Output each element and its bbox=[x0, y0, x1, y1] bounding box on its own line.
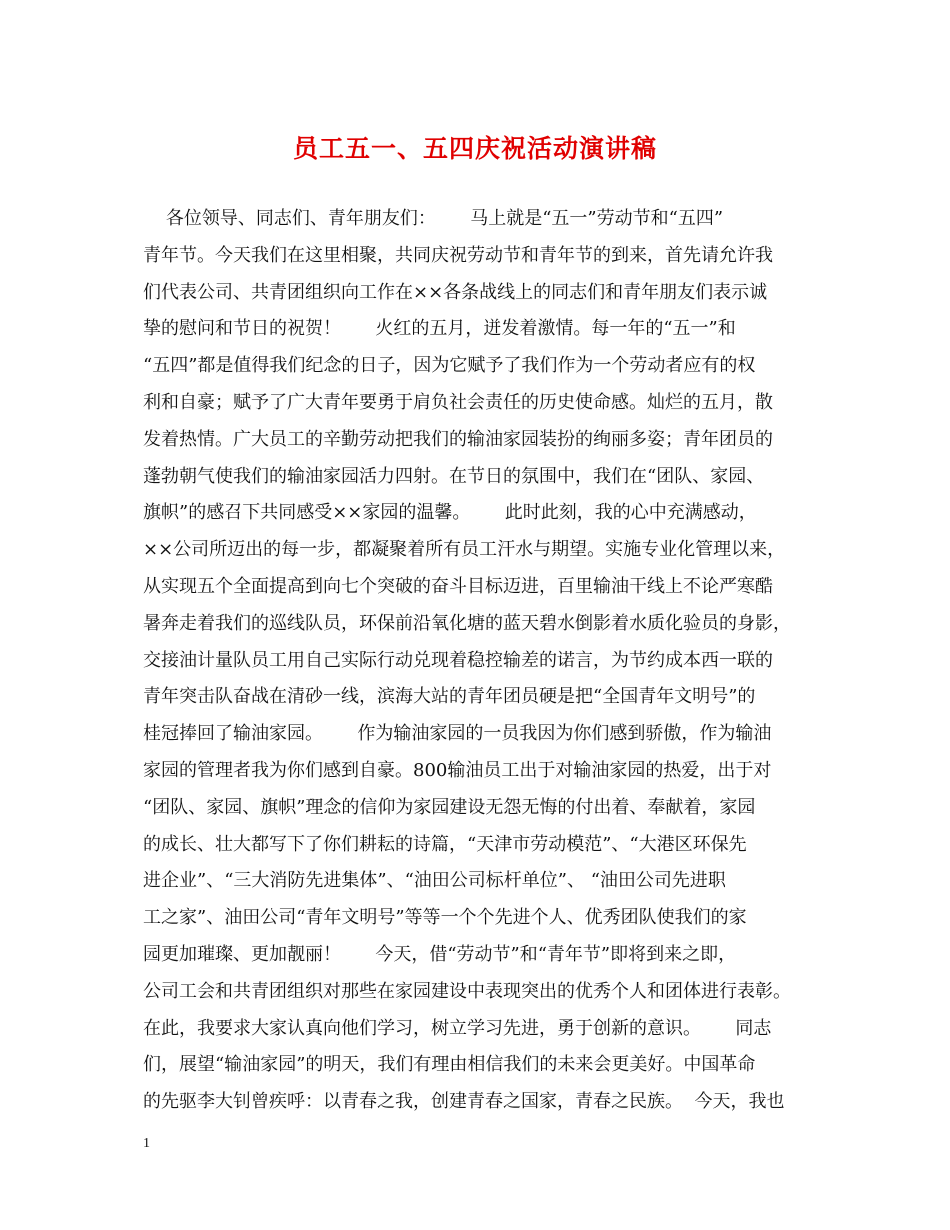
body-text-line: 工之家”、油田公司“青年文明号”等等一个个先进个人、优秀团队使我们的家 bbox=[143, 907, 747, 929]
body-text-line: 进企业”、“三大消防先进集体”、“油田公司标杆单位”、 “油田公司先进职 bbox=[143, 870, 726, 892]
body-text-line: 暑奔走着我们的巡线队员，环保前沿氧化塘的蓝天碧水倒影着水质化验员的身影， bbox=[143, 612, 791, 634]
body-text-line: 的先驱李大钊曾疾呼：以青春之我，创建青春之国家，青春之民族。 今天，我也 bbox=[143, 1091, 785, 1113]
body-text-line: 发着热情。广大员工的辛勤劳动把我们的输油家园装扮的绚丽多姿；青年团员的 bbox=[143, 428, 773, 450]
document-title: 员工五一、五四庆祝活动演讲稿 bbox=[292, 134, 657, 163]
body-text-line: 的成长、壮大都写下了你们耕耘的诗篇，“天津市劳动模范”、“大港区环保先 bbox=[143, 833, 747, 855]
body-text-line: 交接油计量队员工用自己实际行动兑现着稳控输差的诺言，为节约成本西一联的 bbox=[143, 649, 773, 671]
body-text-line: “五四”都是值得我们纪念的日子，因为它赋予了我们作为一个劳动者应有的权 bbox=[143, 355, 756, 377]
body-text-line: 在此，我要求大家认真向他们学习，树立学习先进，勇于创新的意识。 同志 bbox=[143, 1017, 772, 1039]
body-text-line: “团队、家园、旗帜”理念的信仰为家园建设无怨无悔的付出着、奉献着，家园 bbox=[143, 796, 756, 818]
body-text-line: 青年节。今天我们在这里相聚，共同庆祝劳动节和青年节的到来，首先请允许我 bbox=[143, 244, 773, 266]
body-text-line: 们，展望“输油家园”的明天，我们有理由相信我们的未来会更美好。中国革命 bbox=[143, 1054, 756, 1076]
body-text-line: 公司工会和共青团组织对那些在家园建设中表现突出的优秀个人和团体进行表彰。 bbox=[143, 980, 791, 1002]
body-text-line: 从实现五个全面提高到向七个突破的奋斗目标迈进，百里输油干线上不论严寒酷 bbox=[143, 575, 773, 597]
body-text-line: 青年突击队奋战在清砂一线，滨海大站的青年团员硬是把“全国青年文明号”的 bbox=[143, 686, 756, 708]
body-text-line: ××公司所迈出的每一步，都凝聚着所有员工汗水与期望。实施专业化管理以来， bbox=[143, 539, 786, 561]
body-text-line: 们代表公司、共青团组织向工作在××各条战线上的同志们和青年朋友们表示诚 bbox=[143, 281, 768, 303]
body-text-line: 利和自豪；赋予了广大青年要勇于肩负社会责任的历史使命感。灿烂的五月，散 bbox=[143, 391, 773, 413]
body-text-line: 蓬勃朝气使我们的输油家园活力四射。在节日的氛围中，我们在“团队、家园、 bbox=[143, 465, 765, 487]
page-number: 1 bbox=[143, 1136, 150, 1151]
body-text-line: 旗帜”的感召下共同感受××家园的温馨。 此时此刻，我的心中充满感动， bbox=[143, 502, 757, 524]
body-text-line: 园更加璀璨、更加靓丽！ 今天，借“劳动节”和“青年节”即将到来之即， bbox=[143, 943, 737, 965]
body-text-line: 各位领导、同志们、青年朋友们： 马上就是“五一”劳动节和“五四” bbox=[143, 208, 724, 229]
body-text-line: 挚的慰问和节日的祝贺！ 火红的五月，迸发着激情。每一年的“五一”和 bbox=[143, 318, 736, 340]
body-text-line: 家园的管理者我为你们感到自豪。800输油员工出于对输油家园的热爱，出于对 bbox=[143, 759, 772, 781]
body-text-line: 桂冠捧回了输油家园。 作为输油家园的一员我因为你们感到骄傲，作为输油 bbox=[143, 723, 772, 745]
document-body bbox=[143, 201, 823, 1121]
